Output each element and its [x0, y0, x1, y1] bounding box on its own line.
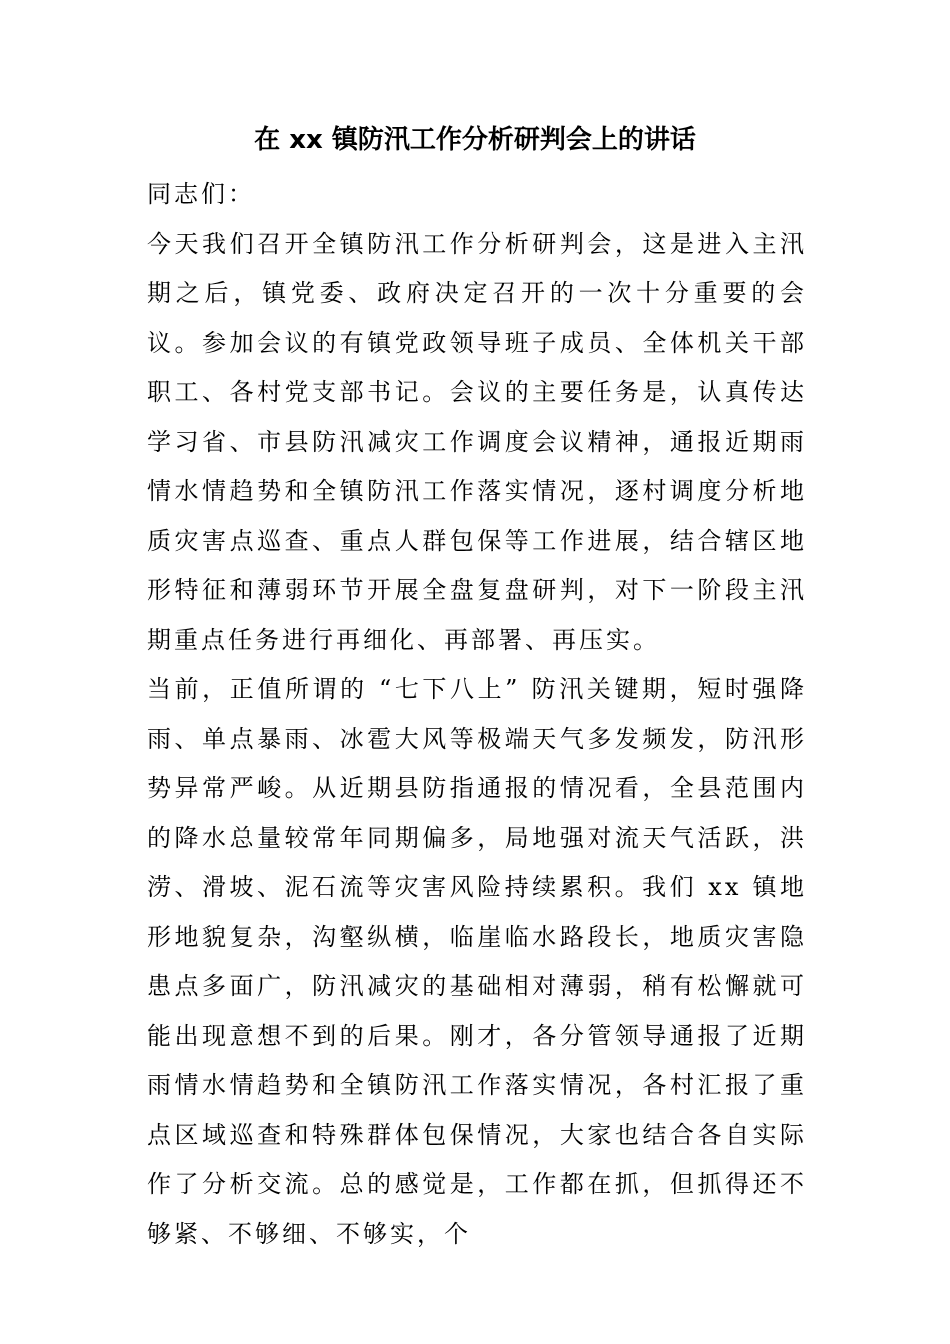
salutation: 同志们： — [147, 180, 255, 208]
document-body — [147, 170, 807, 1259]
paragraph-intro: 今天我们召开全镇防汛工作分析研判会，这是进入主汛期之后，镇党委、政府决定召开的一次十分重要的会议。参加会议的有镇党政领导班子成员、全体机关干部职工、各村党支部书记。会议的主要任务是，认真传达学习省、市县防汛减灾工作调度会议精神，通报近期雨情水情趋势和全镇防汛工作落实情况，逐村调度分析地质灾害点巡查、重点人群包保等工作进展，结合辖区地形特征和薄弱环节开展全盘复盘研判，对下一阶段主汛期重点任务进行再细化、再部署、再压实。 — [147, 229, 807, 654]
document-title: 在 xx 镇防汛工作分析研判会上的讲话 — [254, 125, 696, 155]
paragraph-situation: 当前，正值所谓的 “七下八上” 防汛关键期，短时强降雨、单点暴雨、冰雹大风等极端天气多发频发，防汛形势异常严峻。从近期县防指通报的情况看，全县范围内的降水总量较常年同期偏多，局地强对流天气活跃，洪涝、滑坡、泥石流等灾害风险持续累积。我们 xx 镇地形地貌复杂，沟壑纵横，临崖临水路段长，地质灾害隐患点多面广，防汛减灾的基础相对薄弱，稍有松懈就可能出现意想不到的后果。刚才，各分管领导通报了近期雨情水情趋势和全镇防汛工作落实情况，各村汇报了重点区域巡查和特殊群体包保情况，大家也结合各自实际作了分析交流。总的感觉是，工作都在抓，但抓得还不够紧、不够细、不够实，个 — [147, 675, 807, 1248]
